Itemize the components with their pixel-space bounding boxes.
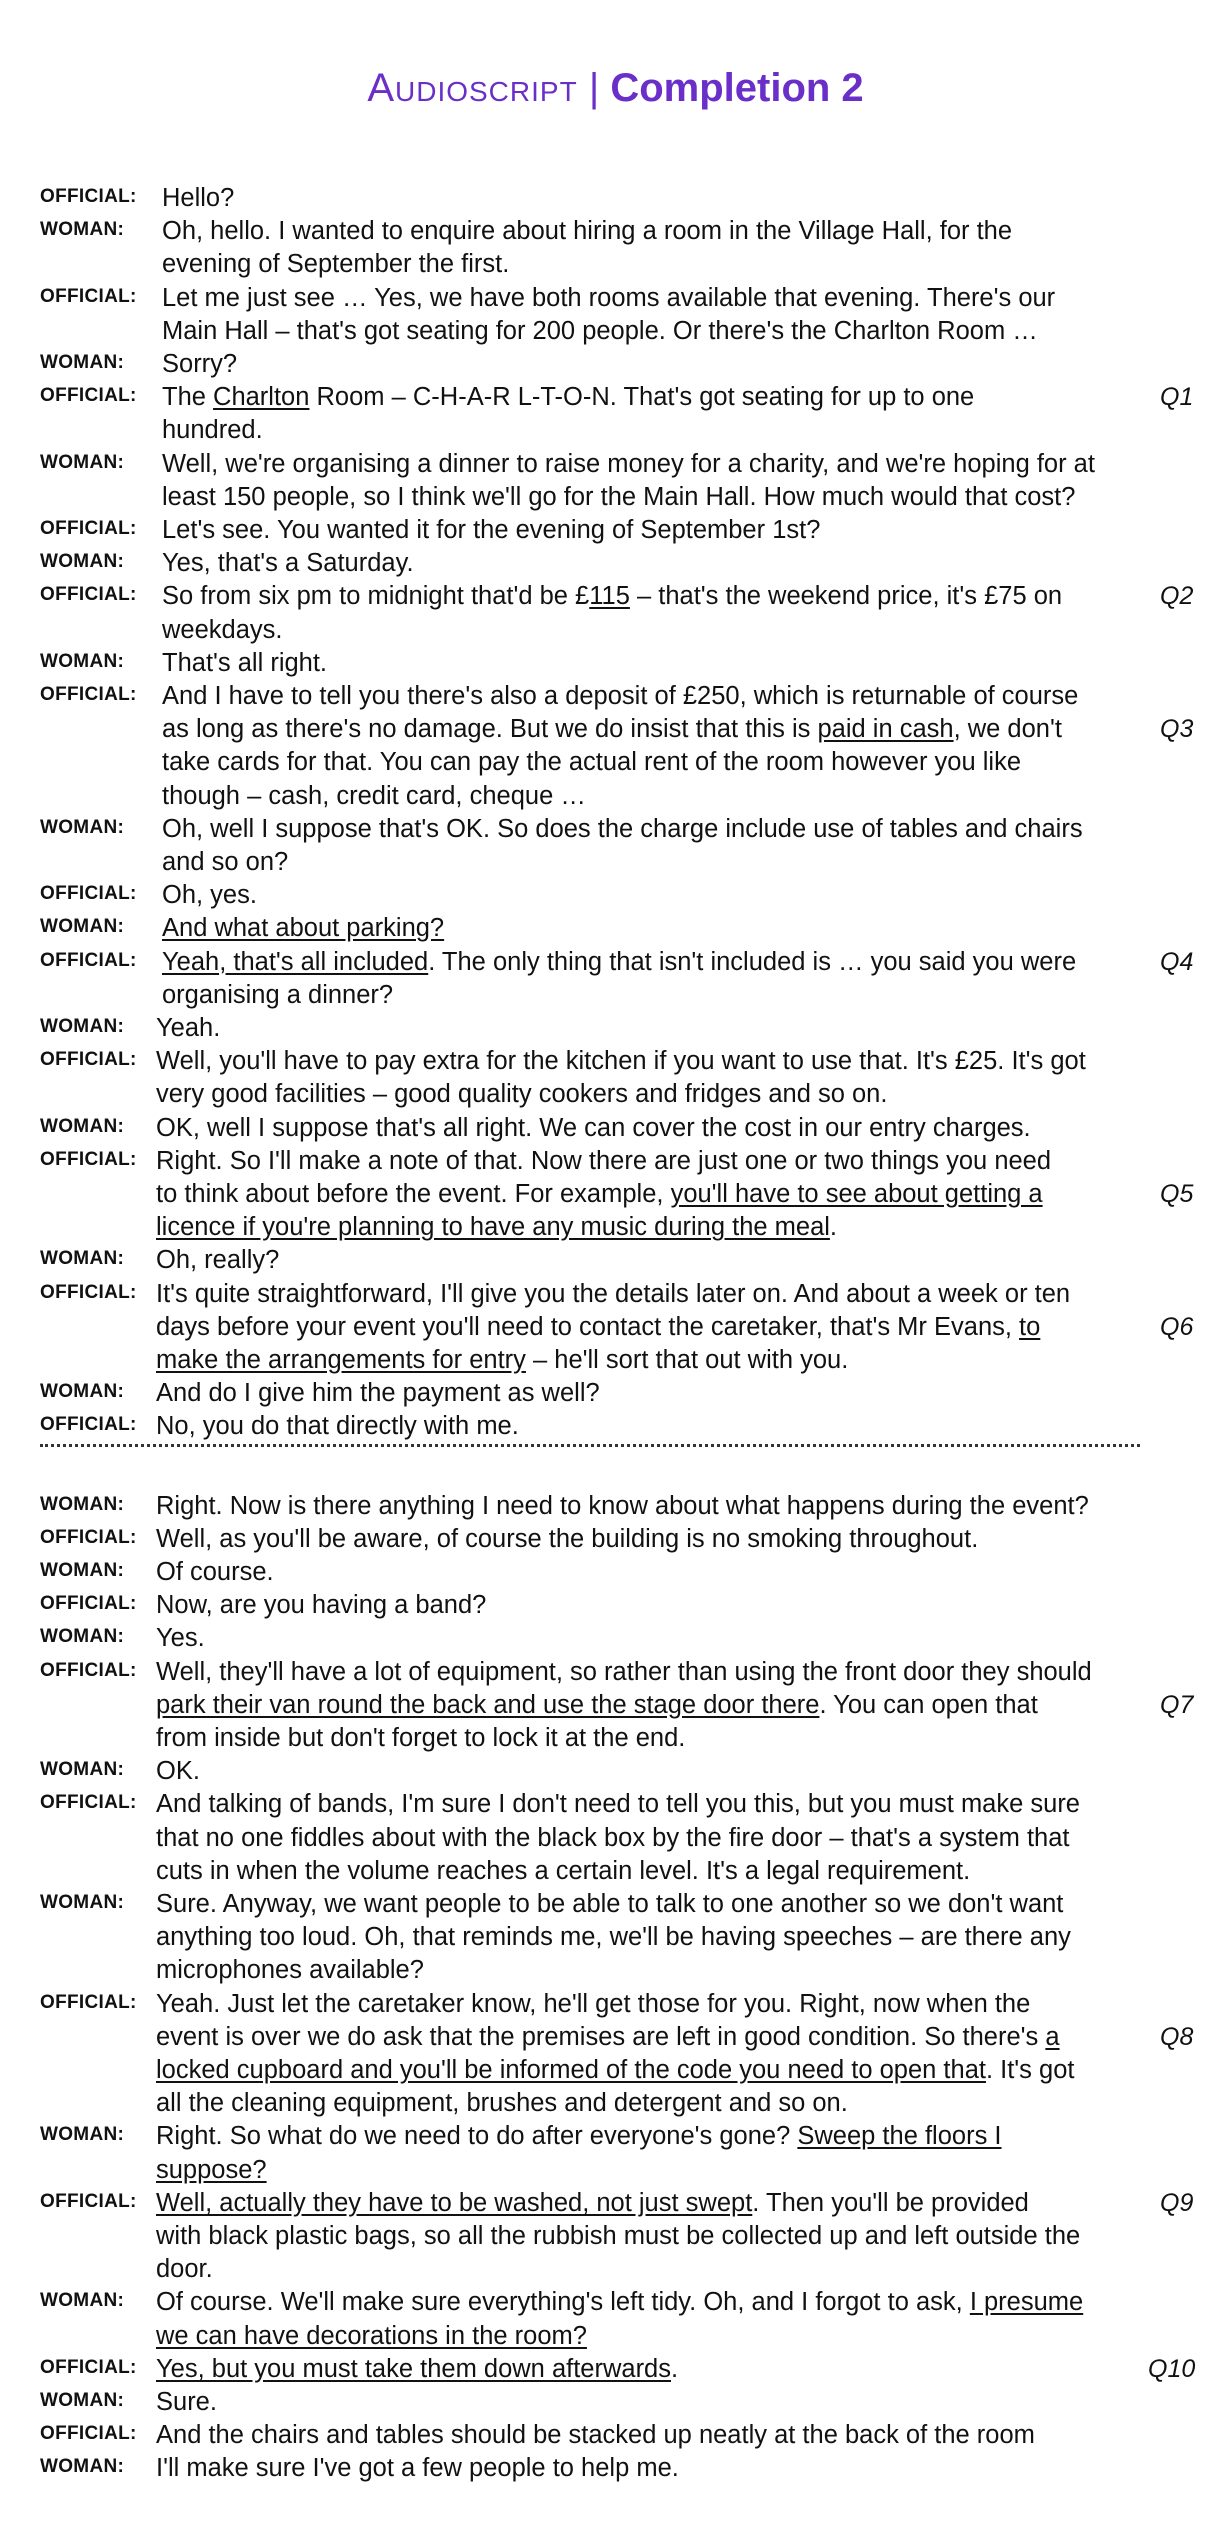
speaker-label: WOMAN: <box>40 2124 125 2146</box>
speaker-label: OFFICIAL: <box>40 186 137 207</box>
line-text <box>162 946 1076 979</box>
speaker-label: OFFICIAL: <box>40 949 137 971</box>
text-run: and so on? <box>162 848 289 876</box>
underlined-answer: to <box>1019 1312 1041 1341</box>
line-text <box>156 1078 887 1111</box>
transcript-line <box>0 1344 1231 1377</box>
transcript-line <box>0 1523 1231 1556</box>
line-text <box>156 1145 1051 1178</box>
transcript-line <box>0 2419 1231 2452</box>
text-run: Well, they'll have a lot of equipment, so rather than using the front door they should <box>156 1657 1092 1686</box>
transcript-line <box>0 1145 1231 1178</box>
text-run: Yes, that's a Saturday. <box>162 549 414 578</box>
transcript-line <box>0 1921 1231 1954</box>
text-run: And the chairs and tables should be stacked up neatly at the back of the room <box>156 2421 1035 2450</box>
transcript-line <box>0 1244 1231 1277</box>
text-run: . It's got <box>985 2056 1075 2084</box>
speaker-label: OFFICIAL: <box>40 1792 137 1814</box>
transcript-line <box>0 2386 1231 2419</box>
line-text <box>156 1722 685 1755</box>
speaker-label: WOMAN: <box>40 551 125 573</box>
speaker-label: OFFICIAL: <box>40 1526 137 1548</box>
line-text <box>162 514 820 547</box>
transcript-line <box>0 2054 1231 2087</box>
transcript-line <box>0 1490 1231 1523</box>
text-run: . <box>671 2354 679 2383</box>
underlined-answer: paid in cash <box>817 715 954 744</box>
line-text <box>162 879 257 912</box>
transcript-line <box>0 2286 1231 2319</box>
line-text <box>156 1988 1030 2021</box>
transcript-line <box>0 448 1231 481</box>
transcript-line <box>0 1988 1231 2021</box>
transcript-line <box>0 1755 1231 1788</box>
underlined-answer: you'll have to see about getting a <box>670 1180 1043 1208</box>
text-run: . The only thing that isn't included is … you said you were <box>428 947 1077 976</box>
text-run: I'll make sure I've got a few people to help me. <box>156 2454 679 2483</box>
text-run: Of course. <box>156 1558 274 1586</box>
underlined-answer: a <box>1045 2022 1060 2051</box>
transcript-line <box>0 1954 1231 1987</box>
text-run: Right. So I'll make a note of that. Now there are just one or two things you need <box>156 1146 1052 1175</box>
speaker-label: OFFICIAL: <box>40 1049 137 1071</box>
question-number: Q2 <box>1160 582 1194 611</box>
text-run: all the cleaning equipment, brushes and detergent and so on. <box>156 2089 848 2118</box>
line-text <box>156 2087 848 2120</box>
line-text <box>162 713 1062 746</box>
line-text <box>156 2120 1002 2153</box>
speaker-label: WOMAN: <box>40 1115 125 1137</box>
speaker-label: OFFICIAL: <box>40 385 137 407</box>
text-run: Room – C-H-A-R L-T-O-N. That's got seating for up to one <box>309 383 975 412</box>
text-run: least 150 people, so I think we'll go for the Main Hall. How much would that cost? <box>162 482 1076 511</box>
text-run: Well, you'll have to pay extra for the kitchen if you want to use that. It's £25. It's got <box>156 1047 1086 1076</box>
text-run: , we don't <box>953 715 1062 744</box>
text-run: hundred. <box>162 416 263 445</box>
text-run: Well, as you'll be aware, of course the building is no smoking throughout. <box>156 1524 979 1553</box>
speaker-label: WOMAN: <box>40 2390 125 2411</box>
speaker-label: WOMAN: <box>40 1892 125 1913</box>
speaker-label: WOMAN: <box>40 816 125 838</box>
underlined-answer: And what about parking? <box>162 914 445 943</box>
line-text <box>162 912 444 945</box>
transcript-line <box>0 1788 1231 1821</box>
speaker-label: WOMAN: <box>40 1016 125 1037</box>
transcript-line <box>0 1589 1231 1622</box>
line-text <box>162 248 509 281</box>
line-text <box>156 1855 970 1888</box>
text-run: Right. So what do we need to do after everyone's gone? <box>156 2122 798 2151</box>
text-run: OK, well I suppose that's all right. We can cover the cost in our entry charges. <box>156 1113 1031 1142</box>
text-run: . Then you'll be provided <box>752 2188 1029 2217</box>
text-run: anything too loud. Oh, that reminds me, we'll be having speeches – are there any <box>156 1923 1071 1952</box>
underlined-answer: 115 <box>589 582 630 611</box>
transcript-line <box>0 481 1231 514</box>
text-run: from inside but don't forget to lock it at the end. <box>156 1724 686 1752</box>
line-text <box>156 1954 424 1987</box>
transcript-line <box>0 713 1231 746</box>
text-run: with black plastic bags, so all the rubbish must be collected up and left outside the <box>156 2222 1081 2250</box>
underlined-answer: I presume <box>969 2288 1084 2317</box>
transcript-line <box>0 2320 1231 2353</box>
line-text <box>162 979 393 1012</box>
transcript-line <box>0 215 1231 248</box>
transcript-line <box>0 1855 1231 1888</box>
question-number: Q10 <box>1148 2354 1196 2383</box>
text-run: evening of September the first. <box>162 250 510 279</box>
line-text <box>156 1656 1092 1689</box>
transcript-line <box>0 846 1231 879</box>
text-run: Oh, yes. <box>162 881 257 910</box>
line-text <box>156 1523 978 1556</box>
speaker-label: WOMAN: <box>40 916 125 938</box>
line-text <box>162 746 1021 779</box>
text-run: Of course. We'll make sure everything's left tidy. Oh, and I forgot to ask, <box>156 2288 970 2317</box>
speaker-label: OFFICIAL: <box>40 1659 137 1681</box>
line-text <box>162 448 1095 481</box>
transcript-line <box>0 1045 1231 1078</box>
speaker-label: WOMAN: <box>40 2456 125 2478</box>
text-run: Let's see. You wanted it for the evening of September 1st? <box>162 516 821 544</box>
transcript-line <box>0 1012 1231 1045</box>
line-text <box>156 1178 1043 1211</box>
text-run: Let me just see … Yes, we have both rooms available that evening. There's our <box>162 283 1056 312</box>
transcript-line <box>0 2154 1231 2187</box>
line-text <box>156 2286 1083 2319</box>
line-text <box>156 2021 1060 2054</box>
transcript-line <box>0 1278 1231 1311</box>
speaker-label: OFFICIAL: <box>40 1148 137 1170</box>
line-text <box>162 846 288 879</box>
line-text <box>156 1490 1089 1523</box>
transcript-line <box>0 2253 1231 2286</box>
text-run: cuts in when the volume reaches a certain level. It's a legal requirement. <box>156 1856 971 1885</box>
text-run: Oh, well I suppose that's OK. So does the charge include use of tables and chairs <box>162 814 1083 843</box>
line-text <box>162 414 263 447</box>
transcript-line <box>0 315 1231 348</box>
line-text <box>162 481 1075 514</box>
text-run: That's all right. <box>162 648 328 677</box>
line-text <box>162 182 234 215</box>
text-run: The <box>162 383 214 412</box>
transcript-line <box>0 879 1231 912</box>
text-run: – that's the weekend price, it's £75 on <box>629 582 1063 611</box>
line-text <box>156 1211 837 1244</box>
transcript-line <box>0 979 1231 1012</box>
speaker-label: WOMAN: <box>40 352 125 373</box>
question-number: Q8 <box>1160 2022 1194 2051</box>
text-run: event is over we do ask that the premises are left in good condition. So there's <box>156 2022 1046 2051</box>
transcript-line <box>0 1211 1231 1244</box>
text-run: Main Hall – that's got seating for 200 people. Or there's the Charlton Room … <box>162 316 1038 345</box>
text-run: Yes. <box>156 1624 205 1653</box>
line-text <box>162 813 1083 846</box>
line-text <box>162 647 327 680</box>
transcript-line <box>0 647 1231 680</box>
text-run: OK. <box>156 1757 200 1786</box>
line-text <box>162 547 414 580</box>
speaker-label: WOMAN: <box>40 1560 125 1581</box>
question-number: Q4 <box>1160 947 1194 976</box>
line-text <box>156 2386 217 2419</box>
text-run: organising a dinner? <box>162 980 394 1009</box>
speaker-label: WOMAN: <box>40 2290 125 2312</box>
line-text <box>156 1921 1071 1954</box>
speaker-label: OFFICIAL: <box>40 1281 137 1303</box>
transcript-line <box>0 580 1231 613</box>
line-text <box>156 1410 519 1443</box>
speaker-label: OFFICIAL: <box>40 2190 137 2212</box>
speaker-label: WOMAN: <box>40 1493 125 1515</box>
speaker-label: OFFICIAL: <box>40 1593 137 1615</box>
speaker-label: OFFICIAL: <box>40 2423 137 2445</box>
line-text <box>156 2220 1080 2253</box>
transcript-line <box>0 1377 1231 1410</box>
line-text <box>156 1278 1070 1311</box>
text-run: Well, we're organising a dinner to raise money for a charity, and we're hoping for at <box>162 449 1095 478</box>
transcript-line <box>0 1410 1231 1443</box>
text-run: . You can open that <box>819 1690 1038 1719</box>
underlined-answer: Sweep the floors I <box>797 2122 1002 2151</box>
speaker-label: OFFICIAL: <box>40 1991 137 2013</box>
line-text <box>162 680 1078 713</box>
underlined-answer: make the arrangements for entry <box>156 1346 526 1374</box>
text-run: It's quite straightforward, I'll give you the details later on. And about a week or ten <box>156 1279 1071 1308</box>
transcript-line <box>0 1078 1231 1111</box>
text-run: Oh, really? <box>156 1246 280 1275</box>
transcript-line <box>0 514 1231 547</box>
question-number: Q1 <box>1160 383 1194 412</box>
transcript-line <box>0 614 1231 647</box>
line-text <box>156 1689 1038 1722</box>
text-run: very good facilities – good quality cookers and fridges and so on. <box>156 1080 888 1109</box>
transcript-line <box>0 1556 1231 1589</box>
transcript-line <box>0 282 1231 315</box>
line-text <box>156 1788 1080 1821</box>
speaker-label: WOMAN: <box>40 650 125 672</box>
line-text <box>156 1377 600 1410</box>
line-text <box>156 1822 1070 1855</box>
question-number: Q9 <box>1160 2188 1194 2217</box>
transcript-line <box>0 946 1231 979</box>
line-text <box>156 1622 205 1655</box>
text-run: that no one fiddles about with the black box by the fire door – that's a system that <box>156 1823 1070 1852</box>
text-run: door. <box>156 2255 213 2284</box>
text-run: weekdays. <box>162 615 283 644</box>
question-number: Q5 <box>1160 1180 1194 1208</box>
transcript-line <box>0 381 1231 414</box>
line-text <box>156 1045 1086 1078</box>
line-text <box>156 2452 679 2485</box>
transcript-line <box>0 2187 1231 2220</box>
text-run: as long as there's no damage. But we do insist that this is <box>162 715 818 744</box>
transcript-line <box>0 182 1231 215</box>
transcript-line <box>0 1311 1231 1344</box>
line-text <box>156 1888 1063 1921</box>
transcript-line <box>0 2220 1231 2253</box>
underlined-answer: suppose? <box>156 2155 267 2184</box>
title-name: Completion 2 <box>610 66 864 110</box>
line-text <box>156 2253 213 2286</box>
line-text <box>162 780 586 813</box>
text-run: Hello? <box>162 184 235 212</box>
line-text <box>156 1589 486 1622</box>
line-text <box>156 2187 1029 2220</box>
line-text <box>162 215 1012 248</box>
line-text <box>162 381 974 414</box>
line-text <box>156 1012 220 1045</box>
transcript-line <box>0 2353 1231 2386</box>
speaker-label: OFFICIAL: <box>40 518 137 539</box>
speaker-label: OFFICIAL: <box>40 1414 137 1436</box>
speaker-label: WOMAN: <box>40 1759 125 1781</box>
section-divider <box>40 1444 1140 1447</box>
transcript-line <box>0 1656 1231 1689</box>
line-text <box>162 315 1038 348</box>
title-prefix: Audioscript <box>367 66 578 110</box>
text-run: Sure. <box>156 2388 217 2416</box>
text-run: . <box>829 1213 838 1242</box>
speaker-label: OFFICIAL: <box>40 883 137 905</box>
line-text <box>156 2419 1035 2452</box>
text-run: to think about before the event. For example, <box>156 1180 671 1208</box>
text-run: Sure. Anyway, we want people to be able to talk to one another so we don't want <box>156 1890 1064 1918</box>
transcript-line <box>0 680 1231 713</box>
transcript-line <box>0 1689 1231 1722</box>
question-number: Q7 <box>1160 1690 1194 1719</box>
text-run: Sorry? <box>162 350 238 378</box>
speaker-label: WOMAN: <box>40 1381 125 1403</box>
text-run: So from six pm to midnight that'd be £ <box>162 582 590 611</box>
transcript-line <box>0 1722 1231 1755</box>
text-run: microphones available? <box>156 1956 424 1985</box>
underlined-answer: Yeah, that's all included <box>162 947 429 976</box>
title-separator: | <box>588 66 600 110</box>
text-run: Yeah. <box>156 1014 221 1042</box>
text-run: Now, are you having a band? <box>156 1591 487 1620</box>
speaker-label: WOMAN: <box>40 1248 125 1270</box>
text-run: No, you do that directly with me. <box>156 1412 519 1441</box>
transcript-line <box>0 2087 1231 2120</box>
transcript-line <box>0 547 1231 580</box>
line-text <box>156 1344 848 1377</box>
line-text <box>156 1112 1031 1145</box>
line-text <box>156 2320 587 2353</box>
line-text <box>156 1556 274 1589</box>
transcript-line <box>0 2120 1231 2153</box>
page-title <box>0 62 1231 114</box>
transcript-line <box>0 1888 1231 1921</box>
text-run: Oh, hello. I wanted to enquire about hiring a room in the Village Hall, for the <box>162 217 1013 246</box>
speaker-label: OFFICIAL: <box>40 584 137 606</box>
transcript-line <box>0 1622 1231 1655</box>
underlined-answer: park their van round the back and use the stage door there <box>156 1690 820 1719</box>
line-text <box>162 348 237 381</box>
speaker-label: WOMAN: <box>40 1626 125 1648</box>
underlined-answer: Well, actually they have to be washed, not just swept <box>156 2188 753 2217</box>
speaker-label: WOMAN: <box>40 451 125 473</box>
speaker-label: OFFICIAL: <box>40 2356 137 2378</box>
line-text <box>156 2054 1074 2087</box>
transcript-line <box>0 813 1231 846</box>
transcript-line <box>0 1822 1231 1855</box>
underlined-answer: locked cupboard and you'll be informed of the code you need to open that <box>156 2056 986 2084</box>
text-run: Right. Now is there anything I need to know about what happens during the event? <box>156 1491 1089 1520</box>
text-run: And talking of bands, I'm sure I don't need to tell you this, but you must make sure <box>156 1790 1080 1819</box>
text-run: And do I give him the payment as well? <box>156 1379 600 1408</box>
text-run: – he'll sort that out with you. <box>525 1346 849 1374</box>
transcript-line <box>0 248 1231 281</box>
underlined-answer: licence if you're planning to have any music during the meal <box>156 1213 830 1242</box>
line-text <box>162 580 1062 613</box>
transcript-line <box>0 746 1231 779</box>
transcript-line <box>0 348 1231 381</box>
question-number: Q6 <box>1160 1312 1194 1341</box>
line-text <box>156 1244 279 1277</box>
line-text <box>162 614 282 647</box>
transcript-line <box>0 780 1231 813</box>
text-run: Yeah. Just let the caretaker know, he'll get those for you. Right, now when the <box>156 1989 1031 2018</box>
transcript-line <box>0 2452 1231 2485</box>
speaker-label: OFFICIAL: <box>40 285 137 307</box>
speaker-label: WOMAN: <box>40 219 125 241</box>
transcript-line <box>0 414 1231 447</box>
line-text <box>162 282 1055 315</box>
text-run: take cards for that. You can pay the actual rent of the room however you like <box>162 748 1022 777</box>
question-number: Q3 <box>1160 715 1194 744</box>
speaker-label: OFFICIAL: <box>40 684 137 705</box>
line-text <box>156 1311 1040 1344</box>
line-text <box>156 1755 200 1788</box>
underlined-answer: Charlton <box>213 383 310 412</box>
transcript-line <box>0 1178 1231 1211</box>
transcript-line <box>0 1112 1231 1145</box>
text-run: And I have to tell you there's also a deposit of £250, which is returnable of course <box>162 682 1079 710</box>
text-run: though – cash, credit card, cheque … <box>162 781 586 810</box>
text-run: days before your event you'll need to contact the caretaker, that's Mr Evans, <box>156 1312 1020 1341</box>
transcript-line <box>0 2021 1231 2054</box>
transcript-line <box>0 912 1231 945</box>
line-text <box>156 2353 678 2386</box>
underlined-answer: Yes, but you must take them down afterwards <box>156 2354 671 2383</box>
underlined-answer: we can have decorations in the room? <box>156 2321 587 2350</box>
line-text <box>156 2154 267 2187</box>
